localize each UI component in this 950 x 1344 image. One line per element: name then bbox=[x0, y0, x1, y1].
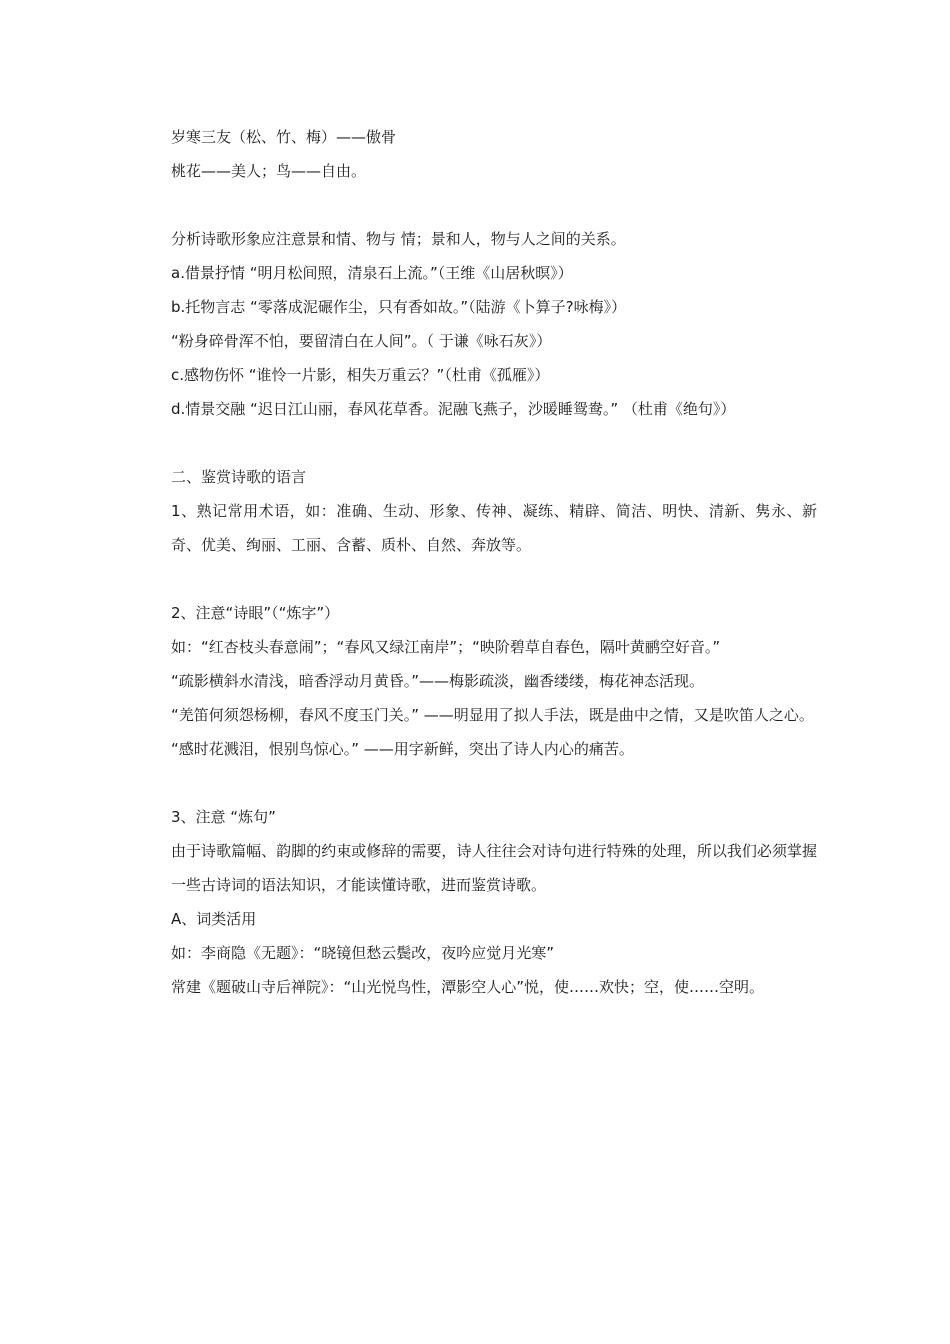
paragraph-item-b-quote: “粉身碎骨浑不怕，要留清白在人间”。（ 于谦《咏石灰》） bbox=[171, 332, 552, 350]
paragraph-flower-tears: “感时花溅泪，恨别鸟惊心。” ——用字新鲜，突出了诗人内心的痛苦。 bbox=[171, 740, 634, 758]
subheading-poem-eye: 2、注意“诗眼”（“炼字”） bbox=[171, 604, 340, 622]
paragraph-item-a: a.借景抒情 “明月松间照，清泉石上流。”（王维《山居秋暝》） bbox=[171, 264, 573, 282]
blank-line bbox=[137, 188, 817, 222]
blank-line bbox=[137, 562, 817, 596]
blank-line bbox=[137, 426, 817, 460]
paragraph-li-shangyin: 如：李商隐《无题》：“晓镜但愁云鬓改，夜吟应觉月光寒” bbox=[171, 944, 555, 962]
paragraph-analysis-intro: 分析诗歌形象应注意景和情、物与 情；景和人，物与人之间的关系。 bbox=[171, 230, 626, 248]
paragraph-chang-jian: 常建《题破山寺后禅院》：“山光悦鸟性，潭影空人心”悦，使……欢快；空，使……空明。 bbox=[171, 978, 765, 996]
paragraph-pine-bamboo-plum: 岁寒三友（松、竹、梅）——傲骨 bbox=[171, 128, 397, 146]
section-heading-language: 二、鉴赏诗歌的语言 bbox=[171, 468, 307, 486]
paragraph-qiang-flute: “羌笛何须怨杨柳，春风不度玉门关。” ——明显用了拟人手法，既是曲中之情，又是吹笛人之心。 bbox=[171, 706, 814, 724]
document-body bbox=[137, 120, 817, 1004]
paragraph-peach-bird: 桃花——美人；鸟——自由。 bbox=[171, 162, 367, 180]
paragraph-item-b: b.托物言志 “零落成泥碾作尘，只有香如故。”（陆游《卜算子?咏梅》） bbox=[171, 298, 627, 316]
paragraph-terms: 1、熟记常用术语，如：准确、生动、形象、传神、凝练、精辟、简洁、明快、清新、隽永、新奇、优美、绚丽、工丽、含蓄、质朴、自然、奔放等。 bbox=[171, 502, 817, 554]
paragraph-poem-eye-examples: 如：“红杏枝头春意闹”；“春风又绿江南岸”；“映阶碧草自春色，隔叶黄鹂空好音。” bbox=[171, 638, 721, 656]
paragraph-grammar-knowledge: 由于诗歌篇幅、韵脚的约束或修辞的需要，诗人往往会对诗句进行特殊的处理，所以我们必须掌握一些古诗词的语法知识，才能读懂诗歌，进而鉴赏诗歌。 bbox=[171, 842, 817, 894]
paragraph-item-c: c.感物伤怀 “谁怜一片影，相失万重云？”（杜甫《孤雁》） bbox=[171, 366, 550, 384]
subheading-word-class: A、词类活用 bbox=[171, 910, 257, 928]
paragraph-plum-shadow: “疏影横斜水清浅，暗香浮动月黄昏。”——梅影疏淡，幽香缕缕，梅花神态活现。 bbox=[171, 672, 705, 690]
subheading-refine-sentence: 3、注意 “炼句” bbox=[171, 808, 276, 826]
paragraph-item-d: d.情景交融 “迟日江山丽，春风花草香。泥融飞燕子，沙暖睡鸳鸯。” （杜甫《绝句》） bbox=[171, 400, 736, 418]
blank-line bbox=[137, 766, 817, 800]
